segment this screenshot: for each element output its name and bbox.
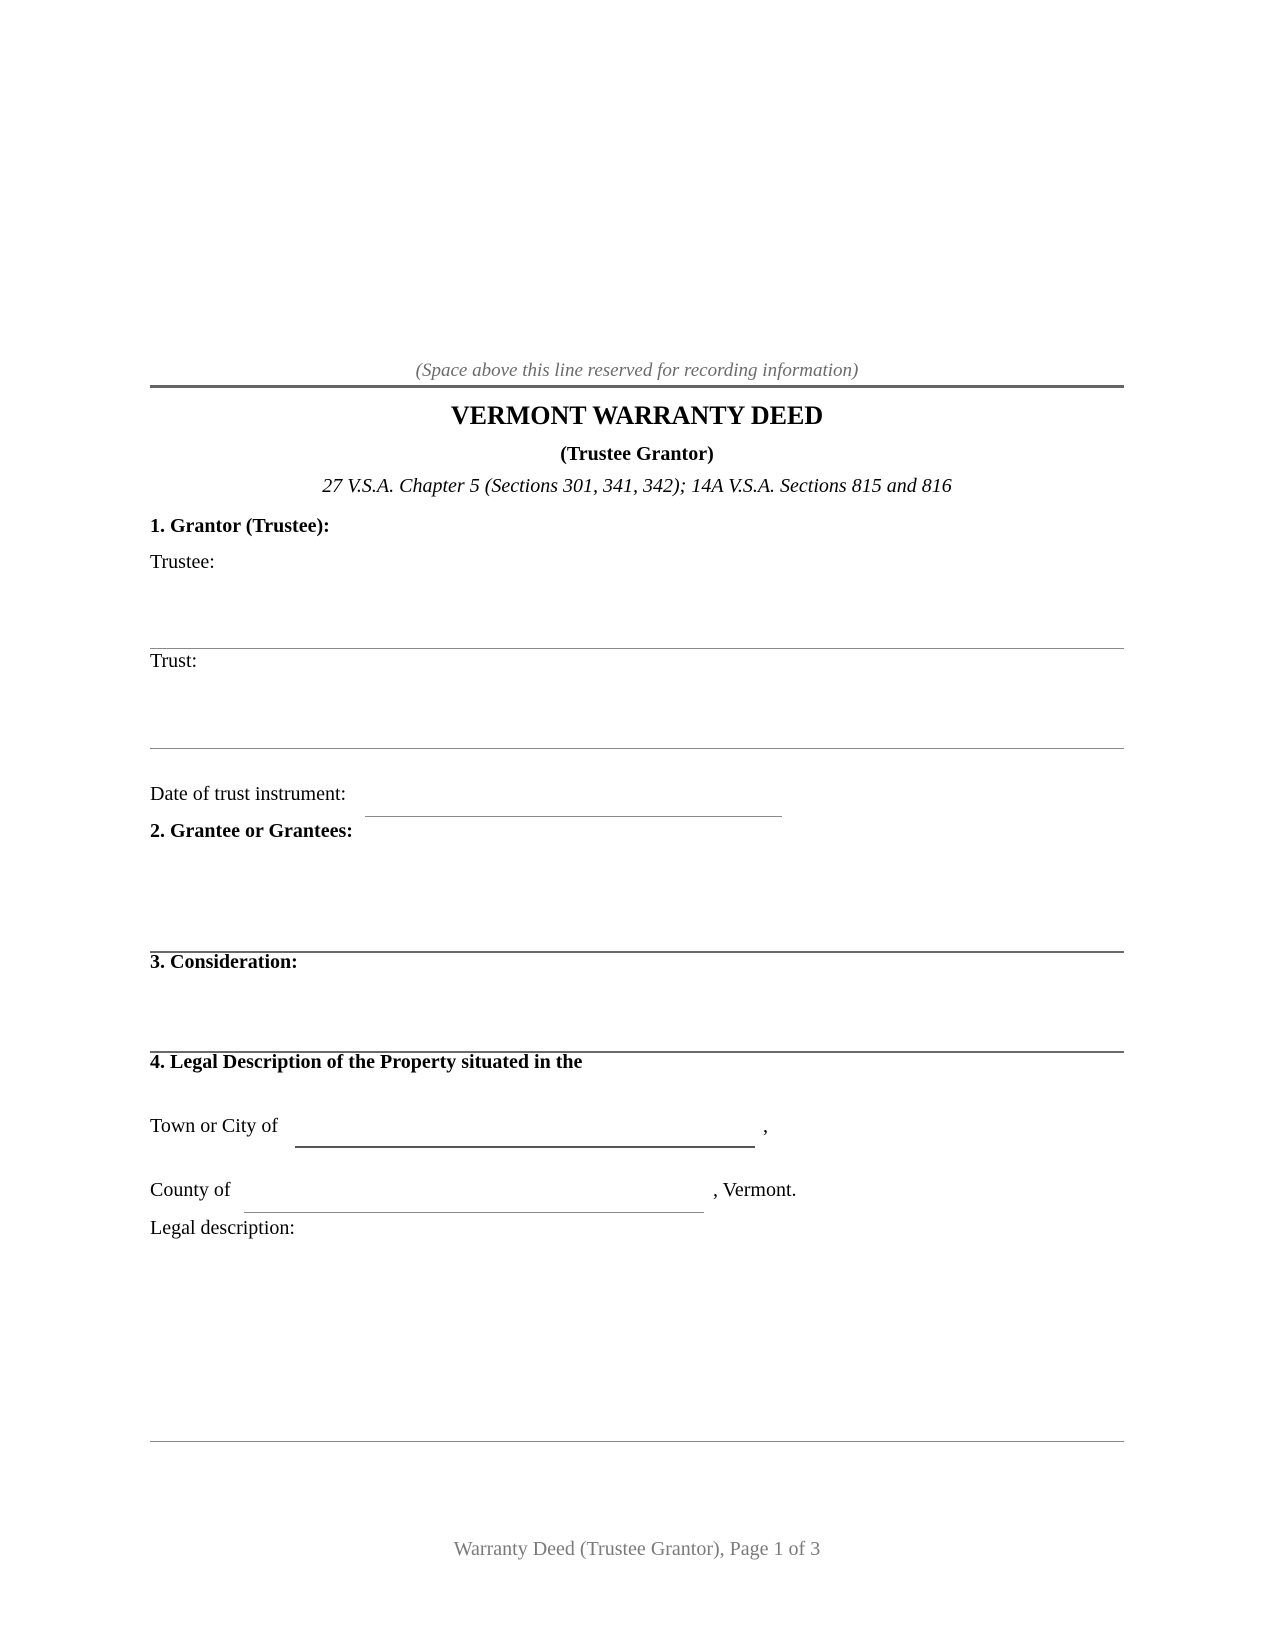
- recording-reserved-note: (Space above this line reserved for recording information): [415, 360, 859, 381]
- trust-date-label: Date of trust instrument:: [150, 783, 347, 805]
- page-footer: Warranty Deed (Trustee Grantor), Page 1 of 3: [453, 1538, 821, 1560]
- recording-reserved-line: [150, 385, 1124, 388]
- document-title: VERMONT WARRANTY DEED: [450, 401, 824, 430]
- county-field-line[interactable]: [244, 1212, 704, 1213]
- section-1-heading: 1. Grantor (Trustee):: [150, 515, 330, 537]
- trust-field-line[interactable]: [150, 748, 1124, 749]
- county-label: County of: [150, 1179, 231, 1201]
- town-field-line[interactable]: [295, 1146, 755, 1148]
- section-4-heading: 4. Legal Description of the Property situated in the: [150, 1051, 583, 1073]
- town-label: Town or City of: [150, 1115, 279, 1137]
- trust-label: Trust:: [150, 650, 198, 672]
- statute-citation: 27 V.S.A. Chapter 5 (Sections 301, 341, 342); 14A V.S.A. Sections 815 and 816: [322, 475, 952, 497]
- section-3-heading: 3. Consideration:: [150, 951, 298, 973]
- county-suffix: , Vermont.: [713, 1179, 797, 1201]
- document-subtitle: (Trustee Grantor): [560, 443, 714, 465]
- town-suffix: ,: [763, 1115, 768, 1137]
- trustee-label: Trustee:: [150, 551, 215, 573]
- legal-description-field-line[interactable]: [150, 1441, 1124, 1442]
- legal-description-label: Legal description:: [150, 1217, 295, 1239]
- trustee-field-line[interactable]: [150, 648, 1124, 649]
- trust-date-field-line[interactable]: [365, 816, 782, 817]
- section-2-heading: 2. Grantee or Grantees:: [150, 820, 353, 842]
